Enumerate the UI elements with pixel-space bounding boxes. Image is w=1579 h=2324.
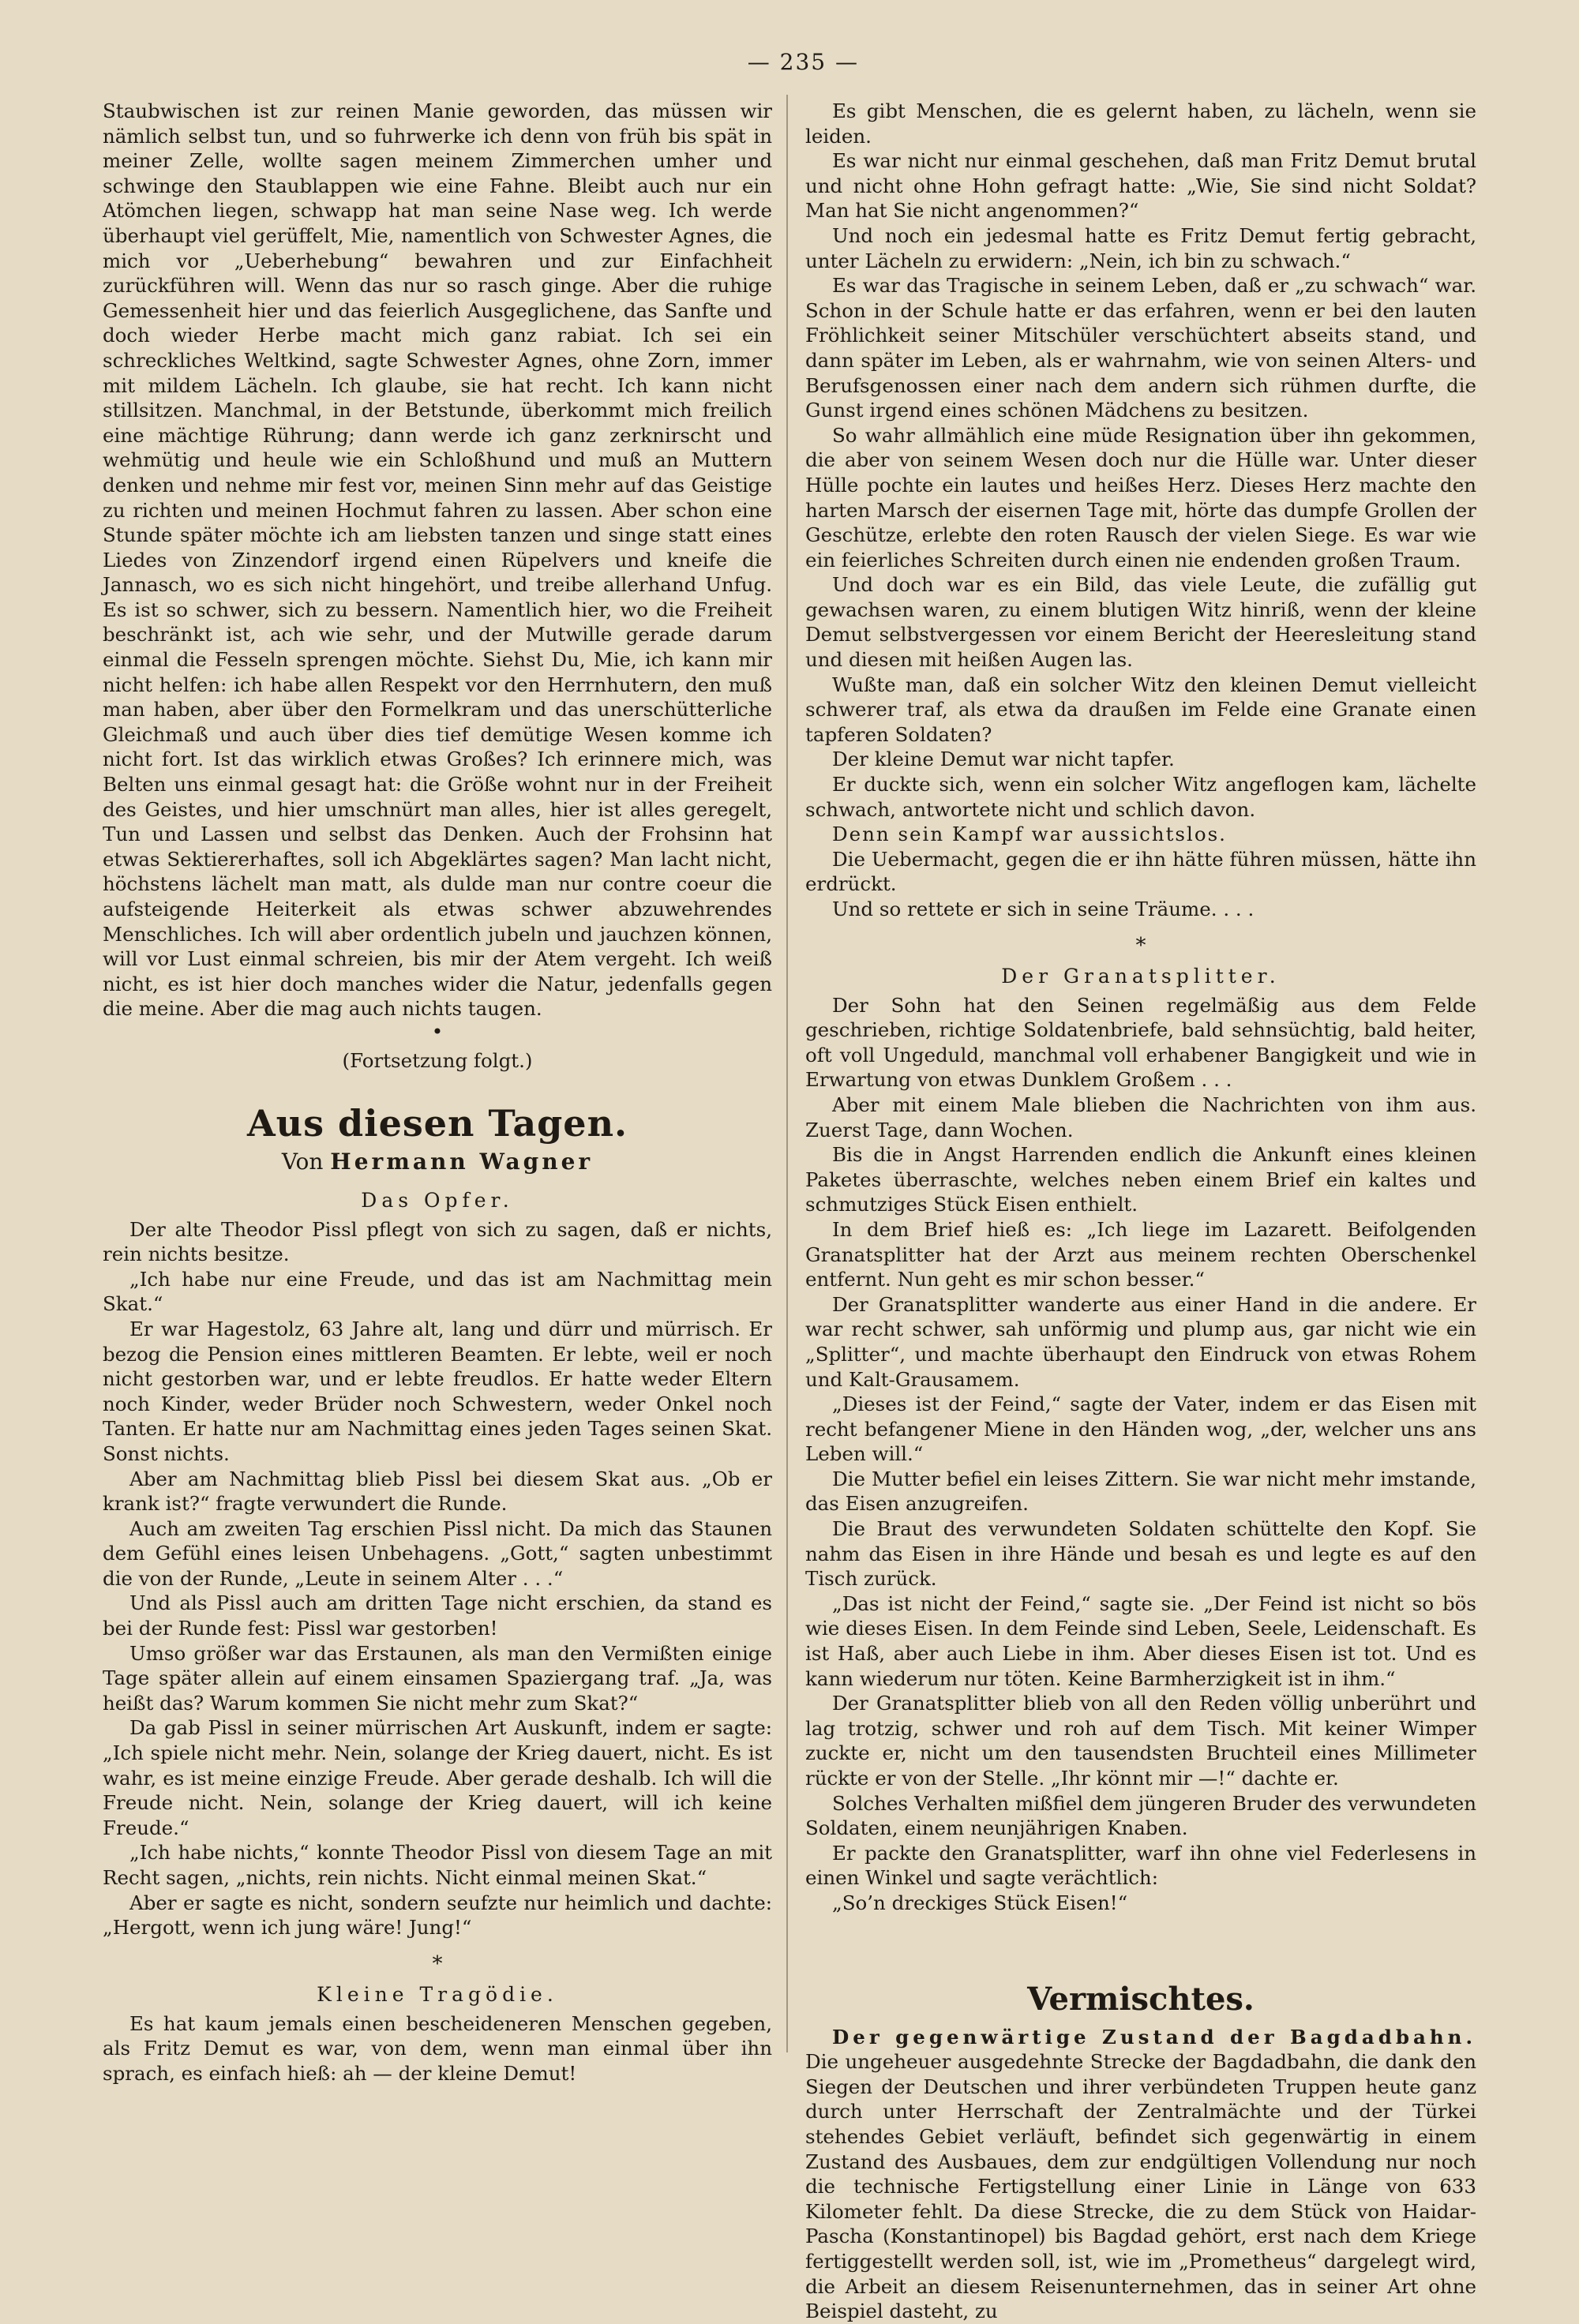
subheading-tragoedie: Kleine Tragödie. [317, 1982, 558, 2006]
misc-paragraph [805, 2025, 1476, 2324]
granat-paragraph: Die Mutter befiel ein leises Zittern. Sie war nicht mehr imstande, das Eisen anzugreifen. [805, 1467, 1476, 1516]
page-number: — 235 — [747, 49, 859, 75]
granat-paragraph: Solches Verhalten mißfiel dem jüngeren Bruder des verwundeten Soldaten, einem neunjährigen Knaben. [805, 1791, 1476, 1840]
left-column [103, 99, 772, 2086]
tragoedie-paragraph: Es gibt Menschen, die es gelernt haben, zu lächeln, wenn sie leiden. [805, 99, 1476, 148]
opfer-paragraph: Aber am Nachmittag blieb Pissl bei diesem Skat aus. „Ob er krank ist?“ fragte verwundert die Runde. [103, 1467, 772, 1516]
subheading-granatsplitter: Der Granatsplitter. [1001, 964, 1281, 988]
tragoedie-paragraph: Und noch ein jedesmal hatte es Fritz Demut fertig gebracht, unter Lächeln zu erwidern: „Nein, ich bin zu schwach.“ [805, 223, 1476, 272]
tragoedie-paragraph: Es hat kaum jemals einen bescheideneren Menschen gegeben, als Fritz Demut es war, von dem, wenn man einmal über ihn sprach, es einfach hieß: ah — der kleine Demut! [103, 2011, 772, 2085]
tragoedie-paragraph: Die Uebermacht, gegen die er ihn hätte führen müssen, hätte ihn erdrückt. [805, 847, 1476, 896]
byline [103, 1148, 772, 1176]
tragoedie-paragraph: Es war das Tragische in seinem Leben, daß er „zu schwach“ war. Schon in der Schule hatte er das erfahren, wenn er bei den lauten Fröhlichkeit seiner Mitschüler verschüchtert abseits stand, und dann später im Leben, als er wahrnahm, wie von seinen Alters- und Berufsgenossen einer nach dem andern sich rühmen durfte, die Gunst irgend eines schönen Mädchens zu besitzen. [805, 274, 1476, 422]
tragoedie-paragraph: Und doch war es ein Bild, das viele Leute, die zufällig gut gewachsen waren, zu einem blutigen Witz hinriß, wenn der kleine Demut selbstvergessen vor einem Bericht der Heeresleitung stand und diesen mit heißen Augen las. [805, 573, 1476, 672]
byline-author: Hermann Wagner [330, 1148, 594, 1175]
granat-paragraph: Aber mit einem Male blieben die Nachrichten von ihm aus. Zuerst Tage, dann Wochen. [805, 1093, 1476, 1141]
section-star: * [1135, 933, 1146, 958]
granat-paragraph: Die Braut des verwundeten Soldaten schüttelte den Kopf. Sie nahm das Eisen in ihre Hände und besah es und legte es auf den Tisch zurück. [805, 1517, 1476, 1591]
opfer-paragraph: Umso größer war das Erstaunen, als man den Vermißten einige Tage später allein auf einem einsamen Spaziergang traf. „Ja, was heißt das? Warum kommen Sie nicht mehr zum Skat?“ [103, 1641, 772, 1715]
granat-paragraph: Bis die in Angst Harrenden endlich die Ankunft eines kleinen Paketes überraschte, welches neben einem Brief ein kaltes und schmutziges Stück Eisen enthielt. [805, 1143, 1476, 1216]
article-headline: Aus diesen Tagen. [246, 1101, 628, 1145]
tragoedie-paragraph: Er duckte sich, wenn ein solcher Witz angeflogen kam, lächelte schwach, antwortete nicht und schlich davon. [805, 773, 1476, 821]
granat-paragraph: Der Granatsplitter blieb von all den Reden völlig unberührt und lag trotzig, schwer und roh auf dem Tisch. Mit keiner Wimper zuckte er, nicht um den tausendsten Bruchteil eines Millimeter rückte er von der Stelle. „Ihr könnt mir —!“ dachte er. [805, 1692, 1476, 1790]
misc-item-text: Die ungeheuer ausgedehnte Strecke der Bagdadbahn, die dank den Siegen der Deutschen und ihrer verbündeten Truppen heute ganz durch unter Herrschaft der Zentralmächte und der Türkei stehendes Gebiet verläuft, befindet sich gegenwärtig in einem Zustand des Ausbaues, dem zur endgültigen Vollendung nur noch die technische Fertigstellung einer Linie in Länge von 633 Kilometer fehlt. Da diese Strecke, die zu dem Stück von Haidar-Pascha (Konstantinopel) bis Bagdad gehört, erst nach dem Kriege fertiggestellt werden soll, ist, wie im „Prometheus“ dargelegt wird, die Arbeit an diesem Reisenunternehmen, das in seiner Art ohne Beispiel dasteht, zu [805, 2050, 1476, 2323]
misc-headline: Vermischtes. [1027, 1980, 1255, 2018]
opfer-paragraph: „Ich habe nur eine Freude, und das ist am Nachmittag mein Skat.“ [103, 1267, 772, 1316]
serial-story-text: Staubwischen ist zur reinen Manie geworden, das müssen wir nämlich selbst tun, und so fuhrwerke ich denn von früh bis spät in meiner Zelle, wollte sagen meinem Zimmerchen umher und schwinge den Staublappen wie eine Fahne. Bleibt auch nur ein Atömchen liegen, schwapp hat man seine Nase weg. Ich werde überhaupt viel gerüffelt, Mie, namentlich von Schwester Agnes, die mich vor „Ueberhebung“ bewahren und zur Einfachheit zurückführen will. Wenn das nur so rasch ginge. Aber die ruhige Gemessenheit hier und das feierlich Ausgeglichene, das Sanfte und doch wieder Herbe macht mich ganz rabiat. Ich sei ein schreckliches Weltkind, sagte Schwester Agnes, ohne Zorn, immer mit mildem Lächeln. Ich glaube, sie hat recht. Ich kann nicht stillsitzen. Manchmal, in der Betstunde, überkommt mich freilich eine mächtige Rührung; dann werde ich ganz zerknirscht und wehmütig und heule wie ein Schloßhund und muß an Muttern denken und nehme mir fest vor, meinen Sinn mehr auf das Geistige zu richten und meinen Hochmut fahren zu lassen. Aber schon eine Stunde später möchte ich am liebsten tanzen und singe statt eines Liedes von Zinzendorf irgend einen Rüpelvers und kneife die Jannasch, wo es sich nicht hingehört, und treibe allerhand Unfug. Es ist so schwer, sich zu bessern. Namentlich hier, wo die Freiheit beschränkt ist, ach wie sehr, und der Mutwille gerade darum einmal die Fesseln sprengen möchte. Siehst Du, Mie, ich kann mir nicht helfen: ich habe allen Respekt vor den Herrnhutern, den muß man haben, aber über den Formelkram und das unerschütterliche Gleichmaß und auch über dies tief demütige Wesen komme ich nicht fort. Ist das wirklich etwas Großes? Ich erinnere mich, was Belten uns einmal gesagt hat: die Größe wohnt nur in der Freiheit des Geistes, und hier umschnürt man alles, hier ist alles geregelt, Tun und Lassen und selbst das Denken. Auch der Frohsinn hat etwas Sektiererhaftes, soll ich Abgeklärtes sagen? Man lacht nicht, höchstens lächelt man matt, als dulde man nur contre coeur die aufsteigende Heiterkeit als etwas schwer abzuwehrendes Menschliches. Ich will aber ordentlich jubeln und jauchzen können, will vor Lust einmal schreien, bis mir der Atem vergeht. Ich weiß nicht, es ist hier doch manches wider die Natur, jedenfalls gegen die meine. Aber die mag auch nichts taugen. [103, 99, 772, 1021]
misc-item-title: Der gegenwärtige Zustand der Bagdadbahn. [832, 2025, 1476, 2048]
opfer-paragraph: Der alte Theodor Pissl pflegt von sich zu sagen, daß er nichts, rein nichts besitze. [103, 1217, 772, 1266]
opfer-paragraph: Auch am zweiten Tag erschien Pissl nicht. Da mich das Staunen dem Gefühl eines leisen Unbehagens. „Gott,“ sagten unbestimmt die von der Runde, „Leute in seinem Alter . . .“ [103, 1516, 772, 1590]
tragoedie-paragraph: Der kleine Demut war nicht tapfer. [832, 748, 1175, 771]
tragoedie-paragraph: Es war nicht nur einmal geschehen, daß man Fritz Demut brutal und nicht ohne Hohn gefragt hatte: „Wie, Sie sind nicht Soldat? Man hat Sie nicht angenommen?“ [805, 149, 1476, 223]
tragoedie-paragraph: So wahr allmählich eine müde Resignation über ihn gekommen, die aber von seinem Wesen doch nur die Hülle war. Unter dieser Hülle pochte ein lautes und heißes Herz. Dieses Herz machte den harten Marsch der eisernen Tage mit, hörte das dumpfe Grollen der Geschütze, erlebte den roten Rausch der vielen Siege. Es war wie ein feierliches Schreiten durch einen nie endenden großen Traum. [805, 423, 1476, 572]
granat-paragraph: Der Granatsplitter wanderte aus einer Hand in die andere. Er war recht schwer, sah unförmig und plump aus, gar nicht wie ein „Splitter“, und machte überhaupt den Eindruck von etwas Rohem und Kalt-Grausamem. [805, 1292, 1476, 1391]
granat-paragraph: Der Sohn hat den Seinen regelmäßig aus dem Felde geschrieben, richtige Soldatenbriefe, bald sehnsüchtig, bald heiter, oft voll Ungeduld, manchmal voll erhabener Bangigkeit und wie in Erwartung von etwas Dunklem Großem . . . [805, 993, 1476, 1092]
opfer-paragraph: Da gab Pissl in seiner mürrischen Art Auskunft, indem er sagte: „Ich spiele nicht mehr. Nein, solange der Krieg dauert, nicht. Es ist wahr, es ist meine einzige Freude. Aber gerade deshalb. Ich will die Freude nicht. Nein, solange der Krieg dauert, will ich keine Freude.“ [103, 1716, 772, 1839]
continued-note: (Fortsetzung folgt.) [342, 1048, 533, 1072]
granat-paragraph: „Dieses ist der Feind,“ sagte der Vater, indem er das Eisen mit recht befangener Miene in den Händen wog, „der, welcher uns ans Leben will.“ [805, 1393, 1476, 1466]
granat-paragraph: Er packte den Granatsplitter, warf ihn ohne viel Federlesens in einen Winkel und sagte verächtlich: [805, 1841, 1476, 1890]
subheading-opfer: Das Opfer. [361, 1188, 514, 1212]
granat-paragraph: In dem Brief hieß es: „Ich liege im Lazarett. Beifolgenden Granatsplitter hat der Arzt aus meinem rechten Oberschenkel entfernt. Nun geht es mir schon besser.“ [805, 1217, 1476, 1291]
section-bullet: • [431, 1019, 444, 1043]
byline-prefix: Von [281, 1148, 324, 1175]
opfer-paragraph: Aber er sagte es nicht, sondern seufzte nur heimlich und dachte: „Hergott, wenn ich jung wäre! Jung!“ [103, 1891, 772, 1940]
tragoedie-paragraph: Und so rettete er sich in seine Träume. . . . [832, 898, 1255, 920]
column-divider [786, 95, 788, 2052]
right-column [805, 99, 1476, 2324]
tragoedie-paragraph: Denn sein Kampf war aussichtslos. [832, 823, 1227, 846]
section-spacer [805, 1916, 1476, 1979]
opfer-paragraph: „Ich habe nichts,“ konnte Theodor Pissl von diesem Tage an mit Recht sagen, „nichts, rein nichts. Nicht einmal meinen Skat.“ [103, 1841, 772, 1889]
granat-paragraph: „Das ist nicht der Feind,“ sagte sie. „Der Feind ist nicht so bös wie dieses Eisen. In dem Feinde sind Leben, Seele, Leidenschaft. Es ist Haß, aber auch Liebe in ihm. Aber dieses Eisen ist tot. Und es kann wiederum nur töten. Keine Barmherzigkeit ist in ihm.“ [805, 1591, 1476, 1690]
granat-paragraph: „So’n dreckiges Stück Eisen!“ [832, 1891, 1128, 1914]
opfer-paragraph: Und als Pissl auch am dritten Tage nicht erschien, da stand es bei der Runde fest: Pissl war gestorben! [103, 1591, 772, 1640]
section-star: * [432, 1951, 443, 1976]
tragoedie-paragraph: Wußte man, daß ein solcher Witz den kleinen Demut vielleicht schwerer traf, als etwa da draußen im Felde eine Granate einen tapferen Soldaten? [805, 673, 1476, 746]
opfer-paragraph: Er war Hagestolz, 63 Jahre alt, lang und dürr und mürrisch. Er bezog die Pension eines mittleren Beamten. Er lebte, weil er noch nicht gestorben war, und er lebte freudlos. Er hatte weder Eltern noch Kinder, weder Brüder noch Schwestern, weder Onkel noch Tanten. Er hatte nur am Nachmittag eines jeden Tages seinen Skat. Sonst nichts. [103, 1317, 772, 1465]
